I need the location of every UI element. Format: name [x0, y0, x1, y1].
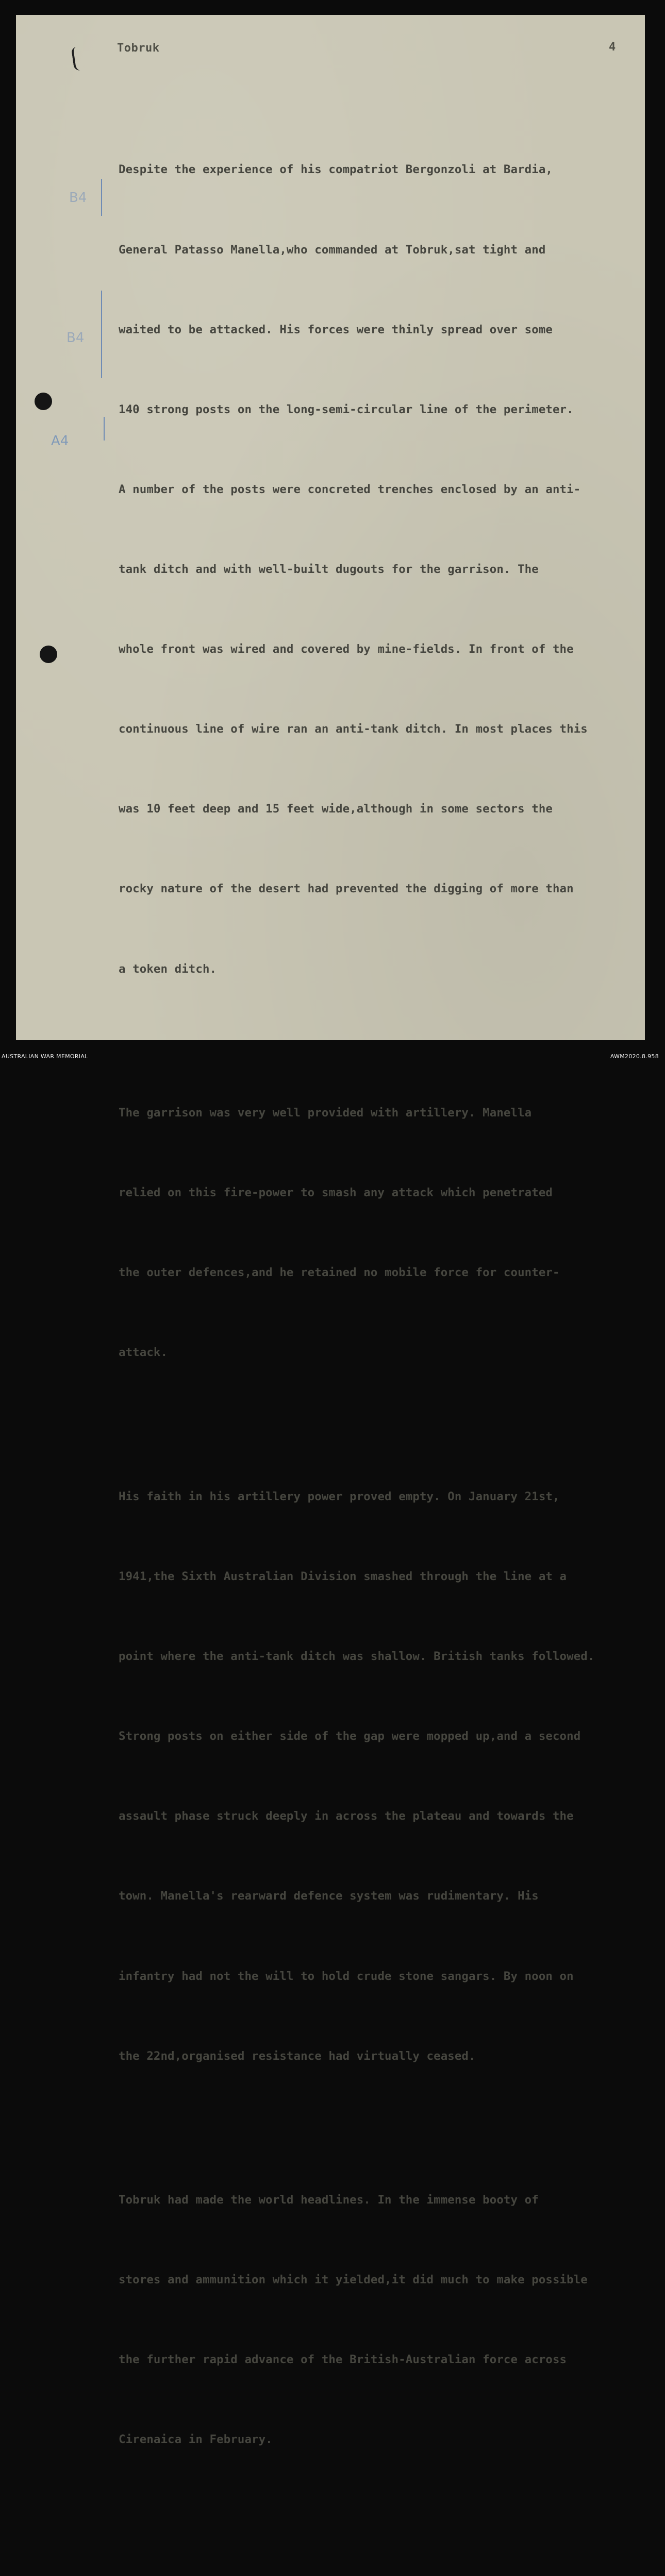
text-line: 140 strong posts on the long-semi-circular line of the perimeter. [119, 402, 574, 416]
paragraph [119, 1430, 665, 2123]
paragraph [119, 2134, 665, 2507]
text-line: Cirenaica in February. [119, 2433, 273, 2447]
paragraph [119, 1047, 665, 1420]
margin-pencil-line [101, 179, 102, 216]
text-line: General Patasso Manella,who commanded at Tobruk,sat tight and [119, 243, 546, 257]
text-line: A number of the posts were concreted trenches enclosed by an anti- [119, 482, 581, 496]
paragraph [119, 104, 665, 1036]
text-line: the further rapid advance of the British-Australian force across [119, 2353, 567, 2367]
paragraph [119, 2518, 665, 2576]
text-line: attack. [119, 1346, 168, 1360]
margin-note: A4 [51, 433, 69, 449]
text-line: Strong posts on either side of the gap were mopped up,and a second [119, 1730, 581, 1743]
margin-pencil-line [104, 417, 105, 440]
text-line: waited to be attacked. His forces were thinly spread over some [119, 323, 553, 336]
page-number: 4 [609, 41, 616, 54]
margin-note: B4 [69, 190, 87, 206]
page-header-title: Tobruk [117, 42, 160, 55]
footer-institution: AUSTRALIAN WAR MEMORIAL [2, 1053, 88, 1060]
text-line: His faith in his artillery power proved empty. On January 21st, [119, 1489, 560, 1503]
text-line: town. Manella's rearward defence system was rudimentary. His [119, 1889, 539, 1903]
text-line: continuous line of wire ran an anti-tank ditch. In most places this [119, 722, 588, 736]
text-line: stores and ammunition which it yielded,it did much to make possible [119, 2273, 588, 2287]
text-line: relied on this fire-power to smash any attack which penetrated [119, 1186, 553, 1200]
text-line: a token ditch. [119, 962, 217, 976]
text-line: the 22nd,organised resistance had virtually ceased. [119, 2049, 476, 2063]
text-line: Tobruk had made the world headlines. In the immense booty of [119, 2193, 539, 2207]
text-line: the outer defences,and he retained no mobile force for counter- [119, 1266, 560, 1280]
text-line: The garrison was very well provided with artillery. Manella [119, 1106, 532, 1120]
text-line: assault phase struck deeply in across the plateau and towards the [119, 1809, 574, 1823]
footer-accession-number: AWM2020.8.958 [610, 1053, 659, 1060]
text-line: rocky nature of the desert had prevented the digging of more than [119, 882, 574, 896]
margin-pencil-line [101, 291, 102, 378]
staple-mark [71, 46, 85, 71]
text-line: infantry had not the will to hold crude stone sangars. By noon on [119, 1969, 574, 1983]
text-line: tank ditch and with well-built dugouts for the garrison. The [119, 562, 539, 576]
text-line: point where the anti-tank ditch was shallow. British tanks followed. [119, 1650, 595, 1664]
text-line: whole front was wired and covered by mine-fields. In front of the [119, 642, 574, 656]
text-line [119, 2571, 665, 2576]
punch-hole [40, 646, 57, 663]
margin-note: B4 [66, 330, 85, 346]
text-line: was 10 feet deep and 15 feet wide,although in some sectors the [119, 802, 553, 816]
text-line: Despite the experience of his compatriot Bergonzoli at Bardia, [119, 163, 553, 177]
document-body [119, 104, 665, 2576]
punch-hole [35, 393, 52, 410]
text-line: 1941,the Sixth Australian Division smashed through the line at a [119, 1569, 567, 1583]
